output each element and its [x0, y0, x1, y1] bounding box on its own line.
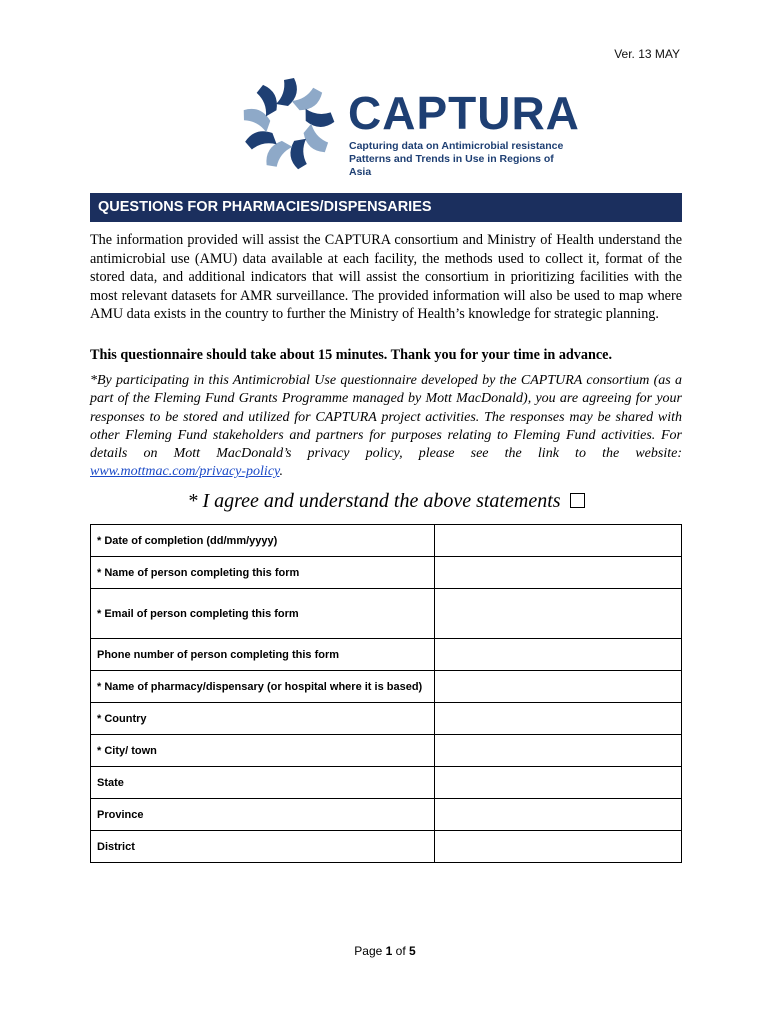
of-word: of [395, 944, 406, 958]
form-row-label: * Date of completion (dd/mm/yyyy) [91, 525, 435, 557]
agreement-label: * I agree and understand the above statements [187, 490, 561, 512]
form-row-input[interactable] [435, 589, 682, 639]
logo-tagline-line2: Patterns and Trends in Use in Regions of Asia [349, 153, 554, 178]
form-row-input[interactable] [435, 799, 682, 831]
form-row [91, 799, 682, 831]
form-row-label: * Name of pharmacy/dispensary (or hospital where it is based) [91, 671, 435, 703]
captura-emblem-icon [236, 76, 346, 176]
privacy-policy-link[interactable]: www.mottmac.com/privacy-policy [90, 464, 280, 480]
logo-tagline [349, 140, 569, 179]
form-row-label: District [91, 831, 435, 863]
consent-paragraph [90, 372, 682, 482]
form-row-label: Phone number of person completing this form [91, 639, 435, 671]
form-row-input[interactable] [435, 671, 682, 703]
form-row-label: * Name of person completing this form [91, 557, 435, 589]
captura-logo [236, 76, 580, 178]
form-row-label: * Email of person completing this form [91, 589, 435, 639]
emblem-petal [299, 123, 334, 155]
form-row-label: * City/ town [91, 735, 435, 767]
contact-details-table [90, 524, 682, 863]
form-row [91, 703, 682, 735]
form-row-input[interactable] [435, 831, 682, 863]
current-page: 1 [385, 944, 393, 958]
form-row-input[interactable] [435, 557, 682, 589]
form-row-label: State [91, 767, 435, 799]
form-row-input[interactable] [435, 767, 682, 799]
form-row-input[interactable] [435, 703, 682, 735]
page-number [0, 944, 770, 958]
logo-tagline-line1: Capturing data on Antimicrobial resistance [349, 140, 564, 152]
form-row [91, 671, 682, 703]
form-row [91, 831, 682, 863]
consent-text: *By participating in this Antimicrobial Use questionnaire developed by the CAPTURA consortium (as a part of the Fleming Fund Grants Programme managed by Mott MacDonald), you are agreeing for your responses to be stored and utilized for CAPTURA project activities. The responses may be shared with other Fleming Fund stakeholders and partners for purposes relating to Fleming Fund activities. For details on Mott MacDonald’s privacy policy, please see the link to the website: [90, 373, 682, 462]
form-row-input[interactable] [435, 735, 682, 767]
form-row [91, 525, 682, 557]
logo-wordmark: CAPTURA [348, 87, 580, 139]
intro-paragraph: The information provided will assist the CAPTURA consortium and Ministry of Health understand the antimicrobial use (AMU) data available at each facility, the methods used to collect it, format of the stored data, and additional indicators that will assist the consortium in prioritizing facilities with the most relevant datasets for AMR surveillance. The provided information will also be used to map where AMU data exists in the country to further the Ministry of Health’s knowledge for strategic planning. [90, 232, 682, 323]
agreement-checkbox[interactable] [570, 493, 585, 508]
total-pages: 5 [409, 944, 416, 958]
duration-note: This questionnaire should take about 15 minutes. Thank you for your time in advance. [90, 347, 613, 363]
form-row [91, 639, 682, 671]
agreement-statement [90, 490, 682, 513]
form-row [91, 557, 682, 589]
form-row-label: * Country [91, 703, 435, 735]
form-row [91, 767, 682, 799]
form-row-label: Province [91, 799, 435, 831]
consent-end: . [279, 464, 283, 480]
page-word: Page [354, 944, 383, 958]
section-title: QUESTIONS FOR PHARMACIES/DISPENSARIES [90, 193, 682, 222]
form-row [91, 735, 682, 767]
version-label: Ver. 13 MAY [614, 47, 680, 61]
form-row-input[interactable] [435, 639, 682, 671]
form-row-input[interactable] [435, 525, 682, 557]
form-row [91, 589, 682, 639]
